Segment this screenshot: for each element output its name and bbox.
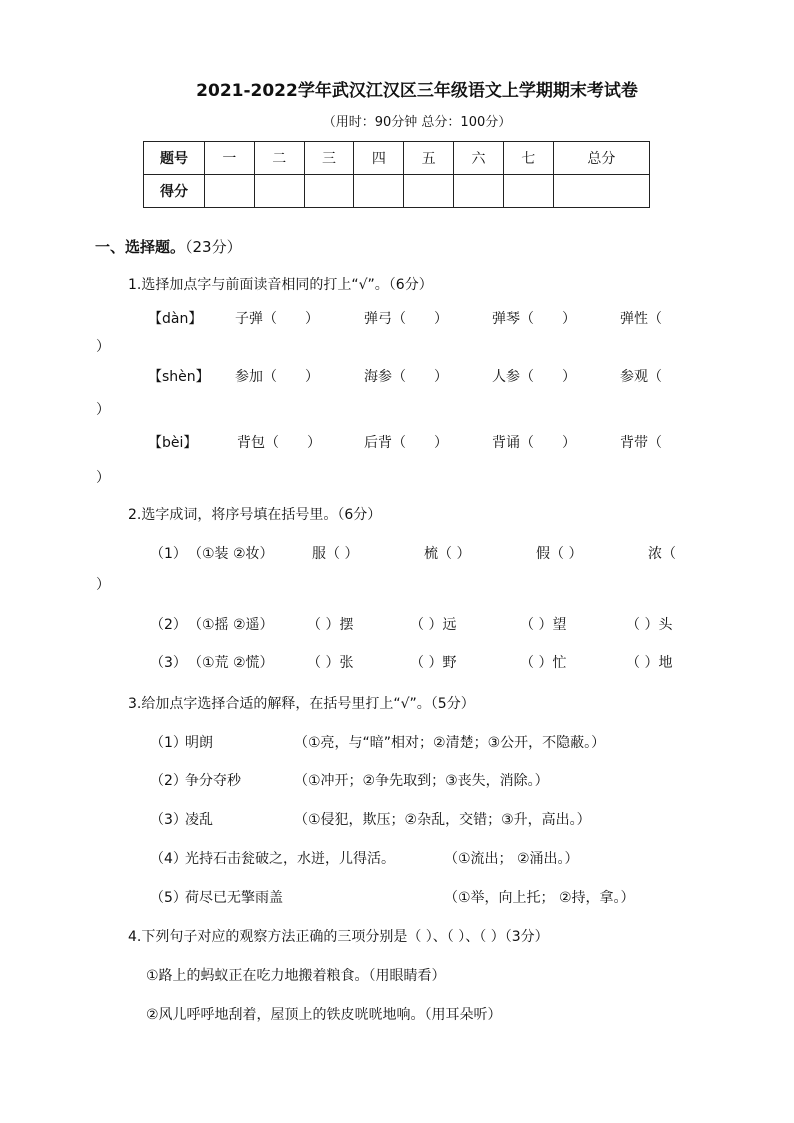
question-3-prompt: 3.给加点字选择合适的解释，在括号里打上“√”。（5分） [128, 696, 475, 712]
section-points: （23分） [185, 238, 242, 256]
exam-subtitle: （用时：90分钟 总分：100分） [322, 115, 512, 130]
definition-options: （①侵犯，欺压；②杂乱，交错；③升，高出。） [294, 812, 591, 828]
word-item: （ ）野 [410, 655, 457, 671]
score-table-score-row [144, 175, 650, 208]
word-item: （ ）忙 [520, 655, 567, 671]
score-table-col: 五 [404, 142, 454, 175]
pinyin-label: 【bèi】 [148, 435, 198, 451]
score-table-row-head: 题号 [144, 142, 205, 175]
word-item: 弹性（ [620, 311, 662, 327]
wrapped-paren: ） [96, 402, 110, 418]
target-word: 光持石击瓮破之，水迸，儿得活。 [185, 851, 395, 867]
char-options: （①荒 ②慌） [188, 655, 274, 671]
score-table [143, 141, 650, 208]
section-heading [95, 236, 242, 257]
target-word: 凌乱 [185, 812, 213, 828]
score-table-col: 四 [354, 142, 404, 175]
sub-number: （2） [150, 773, 187, 789]
word-item: 子弹（ ） [235, 311, 319, 327]
sub-number: （1） [150, 735, 187, 751]
definition-options: （①亮，与“暗”相对；②清楚；③公开，不隐蔽。） [294, 735, 606, 751]
word-item: （ ）张 [307, 655, 354, 671]
word-item: 背带（ [620, 435, 662, 451]
word-item: （ ）地 [626, 655, 673, 671]
section-label: 一、选择题。 [95, 238, 186, 256]
sub-number: （4） [150, 851, 187, 867]
sub-number: （3） [150, 812, 187, 828]
target-word: 荷尽已无擎雨盖 [185, 890, 283, 906]
target-word: 明朗 [185, 735, 213, 751]
sentence-item: ①路上的蚂蚁正在吃力地搬着粮食。（用眼睛看） [146, 968, 446, 984]
word-item: 参观（ [620, 369, 662, 385]
target-word: 争分夺秒 [185, 773, 241, 789]
definition-options: （①冲开；②争先取到；③丧失，消除。） [294, 773, 549, 789]
score-table-row-head: 得分 [144, 175, 205, 208]
sentence-item: ②风儿呼呼地刮着，屋顶上的铁皮咣咣地响。（用耳朵听） [146, 1007, 502, 1023]
score-cell[interactable] [205, 175, 255, 208]
word-item: 梳（ ） [424, 546, 471, 562]
pinyin-label: 【shèn】 [148, 369, 210, 385]
sub-number: （5） [150, 890, 187, 906]
word-item: 弹弓（ ） [364, 311, 448, 327]
word-item: 海参（ ） [364, 369, 448, 385]
sub-number: （3） [150, 655, 187, 671]
word-item: 浓（ [648, 546, 676, 562]
question-2-prompt: 2.选字成词，将序号填在括号里。（6分） [128, 507, 382, 523]
score-cell[interactable] [304, 175, 354, 208]
word-item: 假（ ） [536, 546, 583, 562]
score-cell[interactable] [503, 175, 553, 208]
score-cell[interactable] [404, 175, 454, 208]
word-item: 后背（ ） [364, 435, 448, 451]
score-table-col: 六 [454, 142, 504, 175]
definition-options: （①举，向上托； ②持，拿。） [444, 890, 635, 906]
word-item: （ ）摆 [307, 617, 354, 633]
score-table-col: 总分 [553, 142, 649, 175]
wrapped-paren: ） [96, 577, 110, 593]
score-table-col: 三 [304, 142, 354, 175]
definition-options: （①流出； ②涌出。） [444, 851, 579, 867]
score-cell[interactable] [454, 175, 504, 208]
question-4-prompt: 4.下列句子对应的观察方法正确的三项分别是（ ）、（ ）、（ ）（3分） [128, 929, 549, 945]
score-cell[interactable] [254, 175, 304, 208]
pinyin-label: 【dàn】 [148, 311, 203, 327]
wrapped-paren: ） [96, 339, 110, 355]
word-item: 参加（ ） [235, 369, 319, 385]
score-table-col: 二 [254, 142, 304, 175]
score-cell[interactable] [354, 175, 404, 208]
score-table-col: 七 [503, 142, 553, 175]
score-cell[interactable] [553, 175, 649, 208]
score-table-col: 一 [205, 142, 255, 175]
exam-title: 2021-2022学年武汉江汉区三年级语文上学期期末考试卷 [196, 81, 638, 101]
word-item: 弹琴（ ） [492, 311, 576, 327]
word-item: 人参（ ） [492, 369, 576, 385]
word-item: 服（ ） [312, 546, 359, 562]
word-item: （ ）头 [626, 617, 673, 633]
sub-number: （2） [150, 617, 187, 633]
char-options: （①摇 ②遥） [188, 617, 274, 633]
word-item: 背诵（ ） [492, 435, 576, 451]
word-item: 背包（ ） [237, 435, 321, 451]
sub-number: （1） [150, 546, 187, 562]
char-options: （①装 ②妆） [188, 546, 274, 562]
word-item: （ ）远 [410, 617, 457, 633]
wrapped-paren: ） [96, 470, 110, 486]
word-item: （ ）望 [520, 617, 567, 633]
score-table-header-row [144, 142, 650, 175]
question-1-prompt: 1.选择加点字与前面读音相同的打上“√”。（6分） [128, 277, 433, 293]
